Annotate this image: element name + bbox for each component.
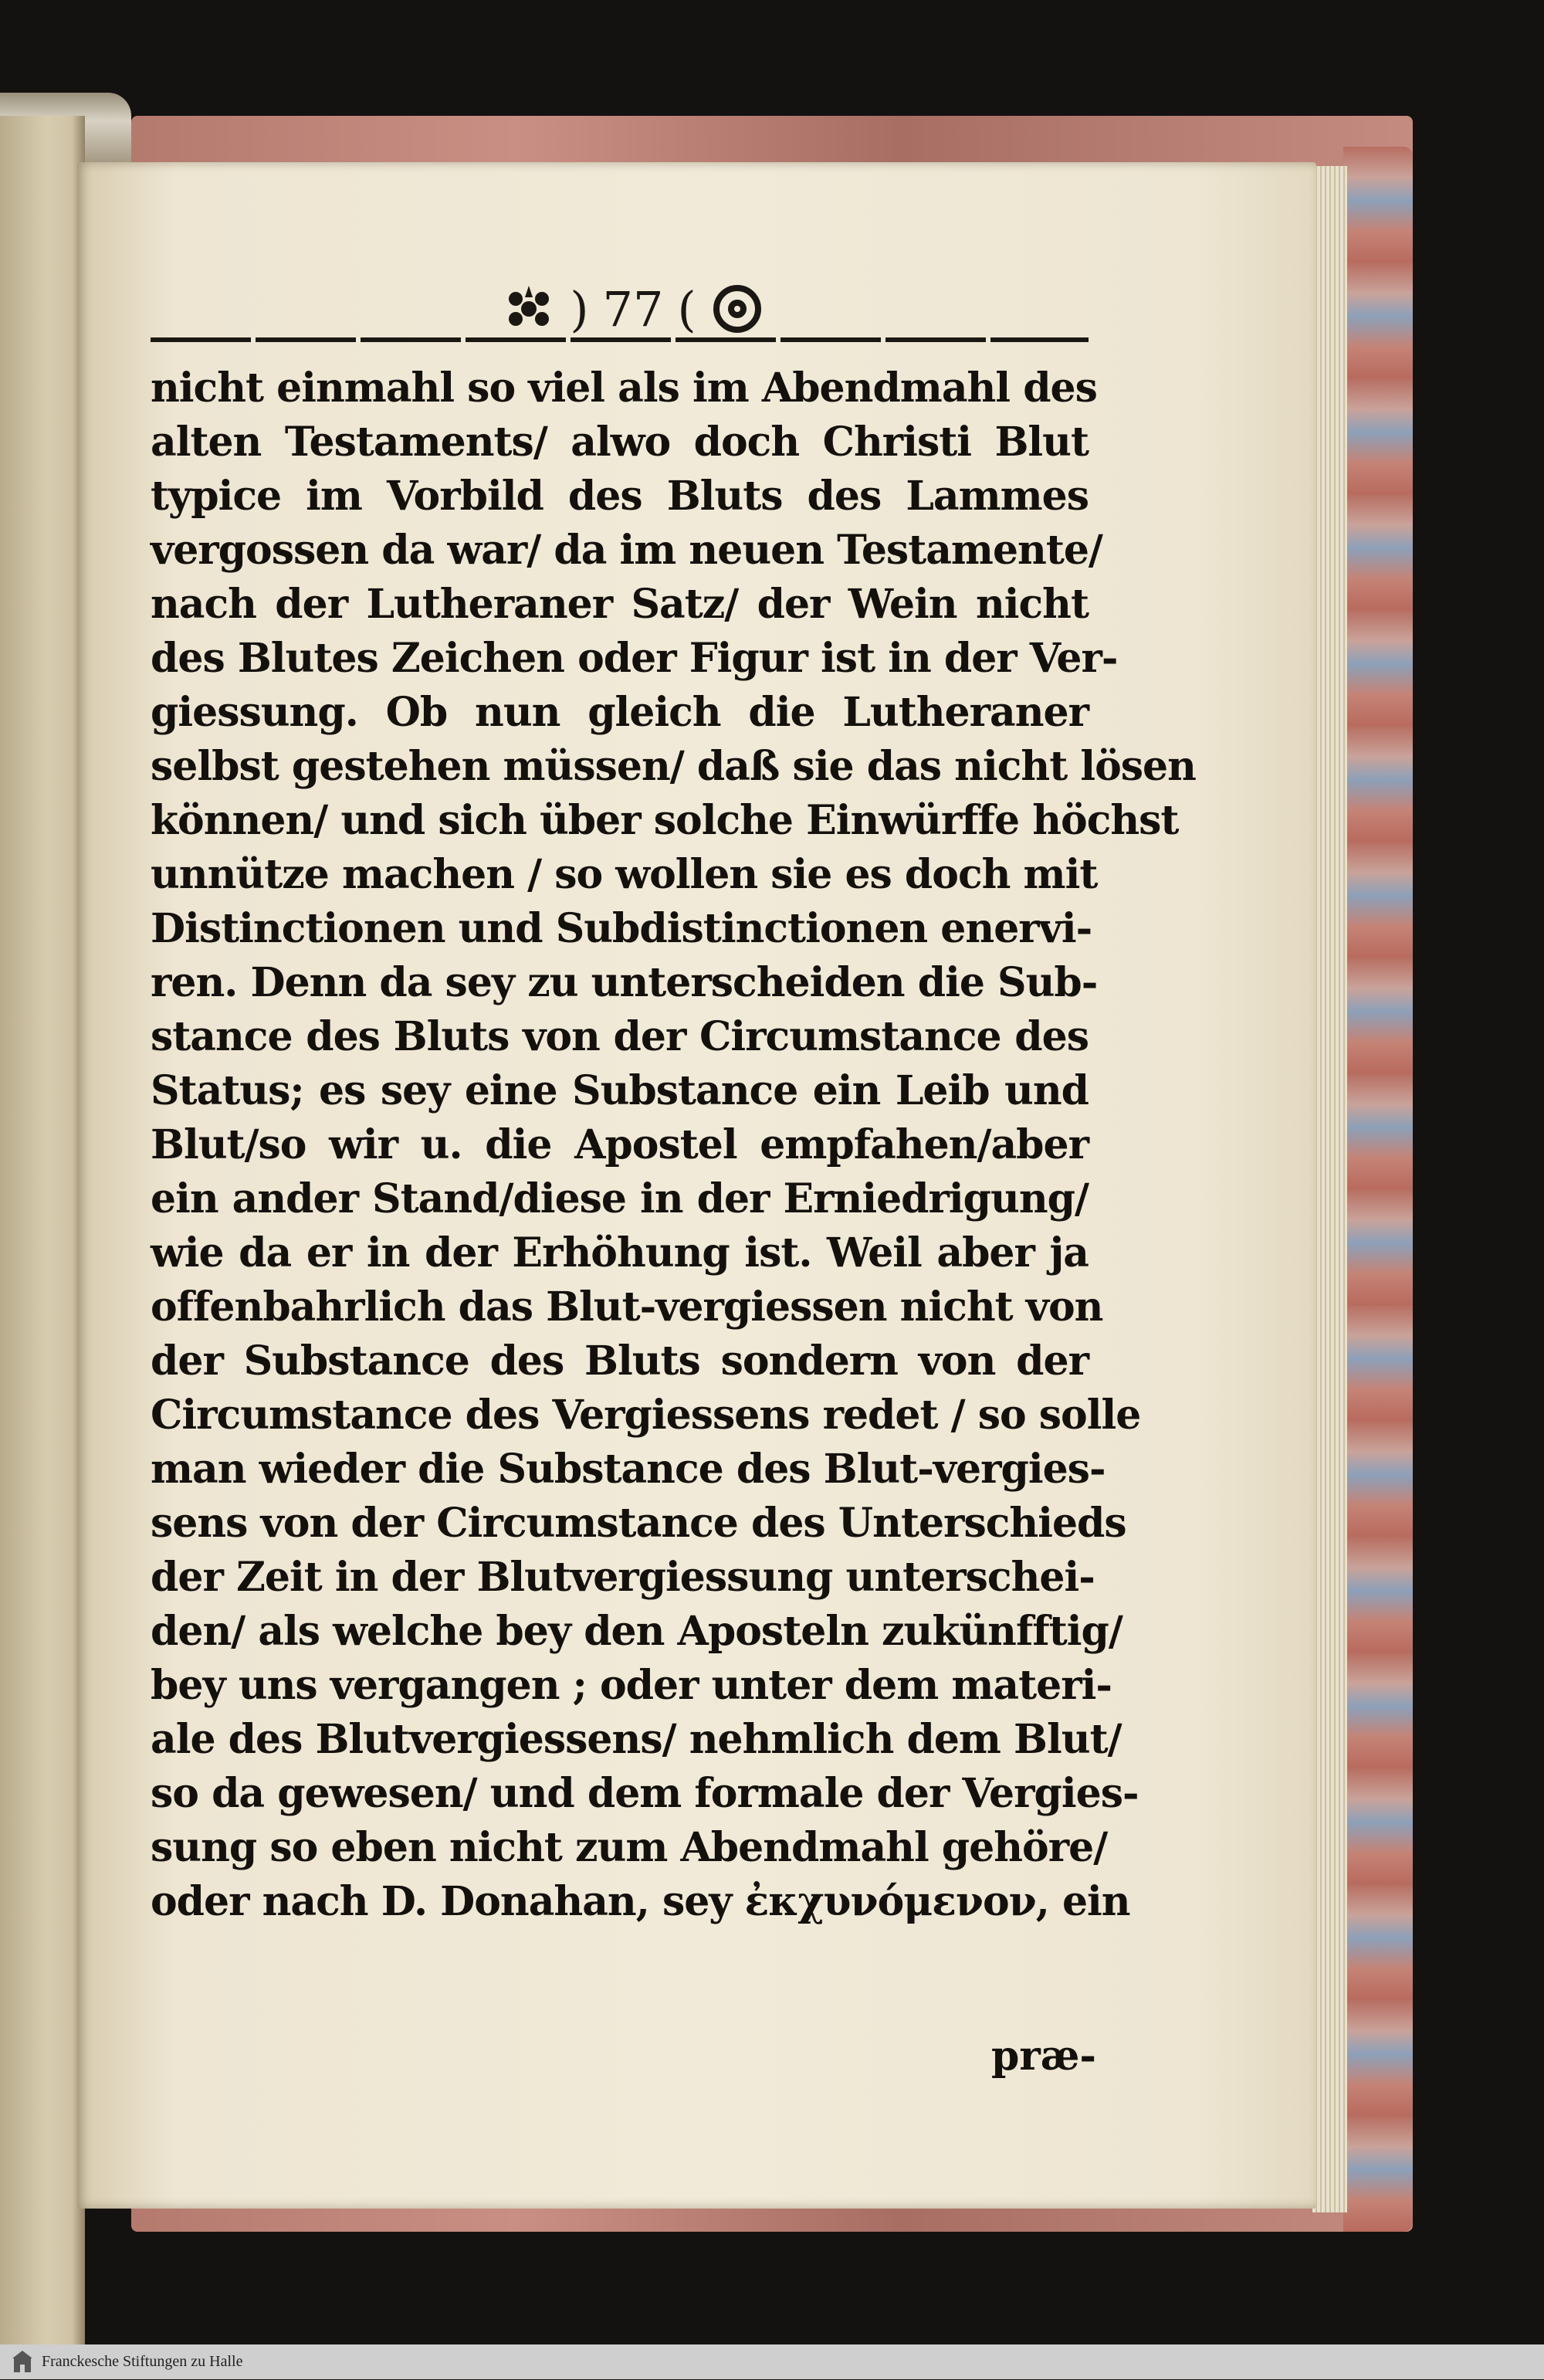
text-line: sens von der Circumstance des Unterschieds [151, 1500, 1126, 1547]
page-header [463, 274, 803, 344]
text-line: man wieder die Substance des Blut-vergies- [151, 1446, 1106, 1493]
text-line: ren. Denn da sey zu unterscheiden die Sub- [151, 959, 1098, 1006]
body-text [151, 361, 1196, 1929]
text-line: der Substance des Bluts sondern von der [151, 1337, 1089, 1385]
foundation-logo-icon [11, 2349, 34, 2375]
fleuron-left-icon [502, 282, 556, 336]
text-line: offenbahrlich das Blut-vergiessen nicht von [151, 1283, 1103, 1331]
marbled-edge [1343, 147, 1413, 2232]
text-line: Distinctionen und Subdistinctionen enervi- [151, 905, 1092, 952]
text-line: Status; es sey eine Substance ein Leib und [151, 1067, 1089, 1114]
fleuron-right-icon [710, 282, 764, 336]
text-line: können/ und sich über solche Einwürffe höchst [151, 797, 1179, 844]
right-paren: ( [677, 280, 696, 337]
text-line: wie da er in der Erhöhung ist. Weil aber ja [151, 1229, 1089, 1276]
text-line: ale des Blutvergiessens/ nehmlich dem Blut/ [151, 1716, 1122, 1763]
page-number: 77 [602, 280, 664, 337]
text-line: ein ander Stand/diese in der Erniedrigung/ [151, 1175, 1089, 1222]
text-line: der Zeit in der Blutvergiessung unterschei- [151, 1554, 1095, 1601]
text-line: so da gewesen/ und dem formale der Vergies- [151, 1770, 1139, 1817]
text-line: oder nach D. Donahan, sey ἐκχυνόμενον, ein [151, 1878, 1130, 1925]
text-line: typice im Vorbild des Bluts des Lammes [151, 473, 1089, 520]
catchword: præ- [990, 2032, 1096, 2080]
footer-institution: Franckesche Stiftungen zu Halle [42, 2353, 243, 2370]
left-facing-page [0, 116, 85, 2348]
text-line: alten Testaments/ alwo doch Christi Blut [151, 419, 1089, 466]
text-line: Blut/so wir u. die Apostel empfahen/aber [151, 1121, 1089, 1168]
text-line: selbst gestehen müssen/ daß sie das nicht lösen [151, 743, 1196, 790]
page-stack [1312, 166, 1347, 2212]
text-line: nach der Lutheraner Satz/ der Wein nicht [151, 581, 1089, 628]
text-line: unnütze machen / so wollen sie es doch mit [151, 851, 1098, 898]
left-paren: ) [570, 280, 589, 337]
text-line: vergossen da war/ da im neuen Testamente/ [151, 527, 1102, 574]
text-line: giessung. Ob nun gleich die Lutheraner [151, 689, 1089, 736]
text-line: nicht einmahl so viel als im Abendmahl des [151, 364, 1097, 412]
text-line: des Blutes Zeichen oder Figur ist in der Ver- [151, 635, 1118, 682]
text-line: stance des Bluts von der Circumstance des [151, 1013, 1089, 1060]
text-line: Circumstance des Vergiessens redet / so solle [151, 1392, 1141, 1439]
text-line: sung so eben nicht zum Abendmahl gehöre/ [151, 1824, 1108, 1871]
text-line: den/ als welche bey den Aposteln zukünfftig/ [151, 1608, 1122, 1655]
footer-bar [0, 2344, 1544, 2379]
text-line: bey uns vergangen ; oder unter dem materi- [151, 1662, 1112, 1709]
header-rule [151, 337, 1089, 342]
